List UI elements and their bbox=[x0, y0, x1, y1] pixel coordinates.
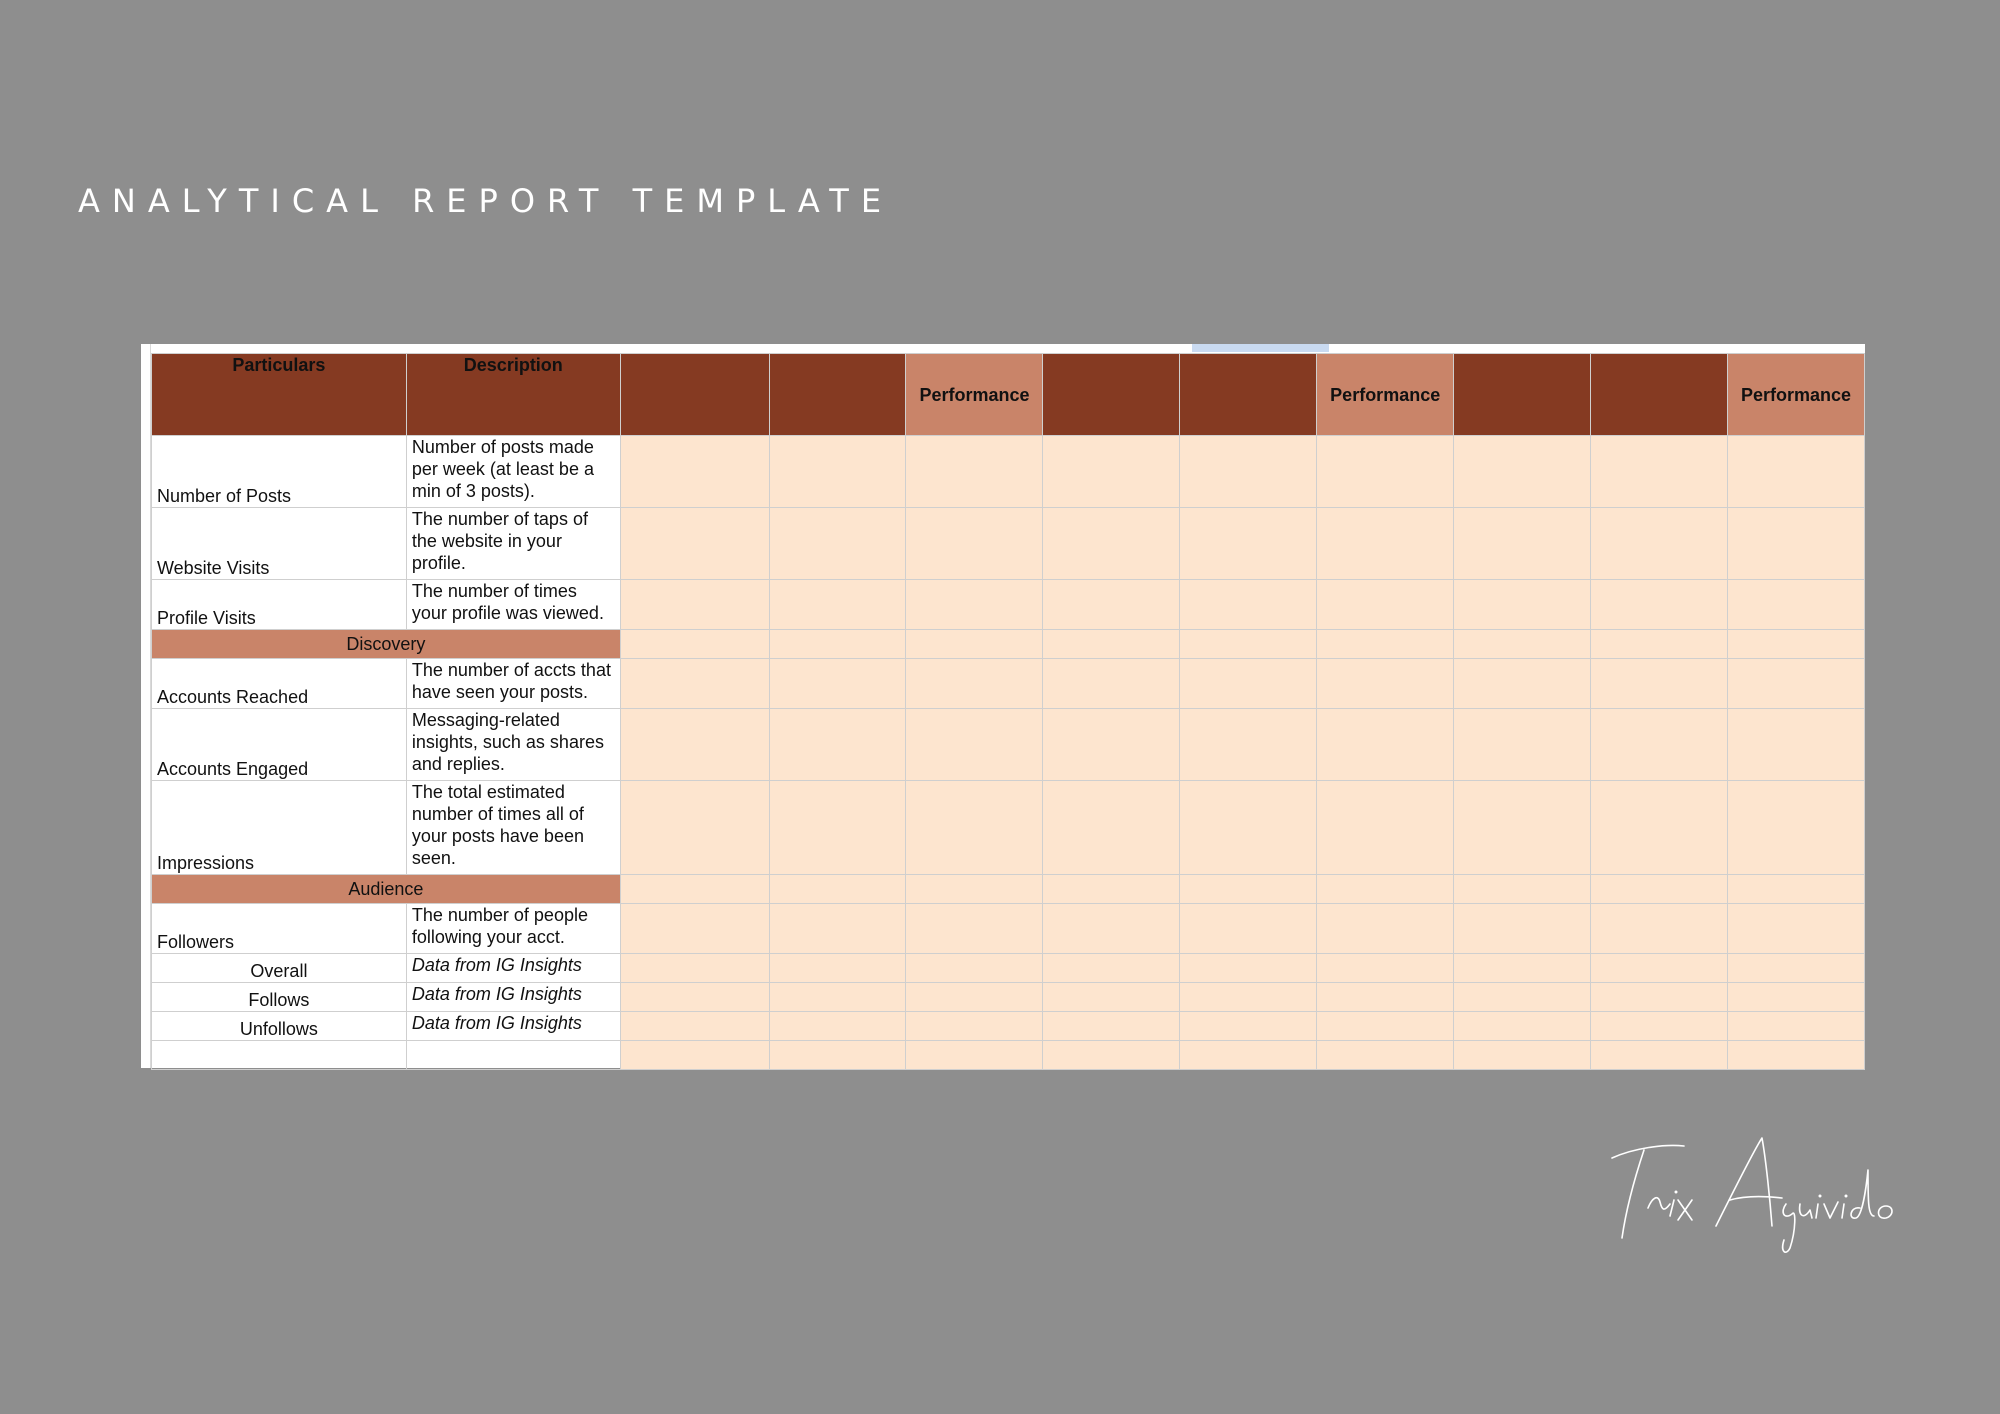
data-cell[interactable] bbox=[769, 508, 906, 580]
data-cell[interactable] bbox=[1591, 983, 1728, 1012]
data-cell[interactable] bbox=[1043, 630, 1180, 659]
data-cell[interactable] bbox=[1454, 904, 1591, 954]
signature bbox=[1604, 1130, 1924, 1260]
data-cell[interactable] bbox=[1317, 508, 1454, 580]
data-cell[interactable] bbox=[620, 580, 769, 630]
data-cell[interactable] bbox=[1317, 875, 1454, 904]
data-cell[interactable] bbox=[1454, 508, 1591, 580]
data-cell[interactable] bbox=[620, 954, 769, 983]
table-row bbox=[152, 1041, 1865, 1070]
data-cell[interactable] bbox=[906, 659, 1043, 709]
data-cell[interactable] bbox=[620, 904, 769, 954]
data-cell[interactable] bbox=[1454, 875, 1591, 904]
data-cell[interactable] bbox=[1317, 1012, 1454, 1041]
data-cell[interactable] bbox=[620, 875, 769, 904]
period-header-3[interactable] bbox=[1043, 354, 1180, 436]
data-cell[interactable] bbox=[620, 1041, 769, 1070]
period-header-1[interactable] bbox=[620, 354, 769, 436]
data-cell[interactable] bbox=[1591, 1012, 1728, 1041]
table-row bbox=[152, 875, 1865, 904]
particular-cell[interactable] bbox=[152, 1041, 407, 1070]
data-cell[interactable] bbox=[906, 508, 1043, 580]
data-cell[interactable] bbox=[1727, 781, 1864, 875]
particular-cell[interactable]: Overall bbox=[152, 954, 407, 983]
data-cell[interactable] bbox=[1454, 659, 1591, 709]
data-cell[interactable] bbox=[1043, 983, 1180, 1012]
data-cell[interactable] bbox=[906, 580, 1043, 630]
data-cell[interactable] bbox=[769, 781, 906, 875]
data-cell[interactable] bbox=[1591, 659, 1728, 709]
data-cell[interactable] bbox=[1043, 1012, 1180, 1041]
particular-cell[interactable]: Impressions bbox=[152, 781, 407, 875]
data-cell[interactable] bbox=[620, 1012, 769, 1041]
particular-cell[interactable]: Number of Posts bbox=[152, 436, 407, 508]
data-cell[interactable] bbox=[906, 983, 1043, 1012]
particular-cell[interactable]: Website Visits bbox=[152, 508, 407, 580]
section-label[interactable]: Discovery bbox=[152, 630, 621, 659]
data-cell[interactable] bbox=[1180, 1041, 1317, 1070]
data-cell[interactable] bbox=[1454, 580, 1591, 630]
data-cell[interactable] bbox=[1727, 904, 1864, 954]
data-cell[interactable] bbox=[1454, 781, 1591, 875]
data-cell[interactable] bbox=[769, 659, 906, 709]
table-row bbox=[152, 781, 1865, 875]
table-row bbox=[152, 630, 1865, 659]
data-cell[interactable] bbox=[1043, 875, 1180, 904]
data-cell[interactable] bbox=[1180, 1012, 1317, 1041]
table-row bbox=[152, 983, 1865, 1012]
data-cell[interactable] bbox=[906, 875, 1043, 904]
data-cell[interactable] bbox=[1591, 508, 1728, 580]
data-cell[interactable] bbox=[1727, 630, 1864, 659]
data-cell[interactable] bbox=[1180, 436, 1317, 508]
data-cell[interactable] bbox=[1727, 1041, 1864, 1070]
description-cell[interactable]: Data from IG Insights bbox=[406, 1012, 620, 1041]
data-cell[interactable] bbox=[906, 954, 1043, 983]
data-cell[interactable] bbox=[906, 630, 1043, 659]
data-cell[interactable] bbox=[620, 983, 769, 1012]
data-cell[interactable] bbox=[1317, 781, 1454, 875]
data-cell[interactable] bbox=[1180, 508, 1317, 580]
data-cell[interactable] bbox=[1317, 983, 1454, 1012]
data-cell[interactable] bbox=[620, 508, 769, 580]
data-cell[interactable] bbox=[1727, 954, 1864, 983]
data-cell[interactable] bbox=[1317, 630, 1454, 659]
data-cell[interactable] bbox=[1043, 709, 1180, 781]
period-header-6[interactable] bbox=[1591, 354, 1728, 436]
data-cell[interactable] bbox=[1317, 1041, 1454, 1070]
description-cell[interactable]: Data from IG Insights bbox=[406, 954, 620, 983]
data-cell[interactable] bbox=[769, 875, 906, 904]
period-header-4[interactable] bbox=[1180, 354, 1317, 436]
period-header-2[interactable] bbox=[769, 354, 906, 436]
data-cell[interactable] bbox=[1591, 904, 1728, 954]
data-cell[interactable] bbox=[1317, 954, 1454, 983]
data-cell[interactable] bbox=[1043, 904, 1180, 954]
description-cell[interactable]: Number of posts made per week (at least be a min of 3 posts). bbox=[406, 436, 620, 508]
data-cell[interactable] bbox=[1591, 954, 1728, 983]
data-cell[interactable] bbox=[906, 709, 1043, 781]
header-row bbox=[152, 354, 1865, 436]
data-cell[interactable] bbox=[769, 904, 906, 954]
data-cell[interactable] bbox=[1591, 781, 1728, 875]
data-cell[interactable] bbox=[1180, 659, 1317, 709]
performance-header-3[interactable]: Performance bbox=[1727, 354, 1864, 436]
data-cell[interactable] bbox=[1180, 983, 1317, 1012]
data-cell[interactable] bbox=[1591, 709, 1728, 781]
data-cell[interactable] bbox=[1317, 659, 1454, 709]
data-cell[interactable] bbox=[1317, 436, 1454, 508]
data-cell[interactable] bbox=[769, 983, 906, 1012]
data-cell[interactable] bbox=[1727, 436, 1864, 508]
data-cell[interactable] bbox=[1591, 1041, 1728, 1070]
data-cell[interactable] bbox=[906, 1041, 1043, 1070]
description-cell[interactable]: The number of times your profile was viewed. bbox=[406, 580, 620, 630]
data-cell[interactable] bbox=[620, 436, 769, 508]
data-cell[interactable] bbox=[906, 436, 1043, 508]
data-cell[interactable] bbox=[1043, 659, 1180, 709]
data-cell[interactable] bbox=[1591, 875, 1728, 904]
table-row bbox=[152, 709, 1865, 781]
data-cell[interactable] bbox=[1591, 630, 1728, 659]
data-cell[interactable] bbox=[1180, 580, 1317, 630]
data-cell[interactable] bbox=[1317, 904, 1454, 954]
data-cell[interactable] bbox=[1180, 875, 1317, 904]
section-label[interactable]: Audience bbox=[152, 875, 621, 904]
data-cell[interactable] bbox=[769, 1012, 906, 1041]
data-cell[interactable] bbox=[1591, 580, 1728, 630]
table-row bbox=[152, 954, 1865, 983]
data-cell[interactable] bbox=[1727, 580, 1864, 630]
data-cell[interactable] bbox=[1454, 709, 1591, 781]
data-cell[interactable] bbox=[1317, 580, 1454, 630]
data-cell[interactable] bbox=[1727, 1012, 1864, 1041]
performance-header-1[interactable]: Performance bbox=[906, 354, 1043, 436]
data-cell[interactable] bbox=[1180, 904, 1317, 954]
data-cell[interactable] bbox=[1454, 630, 1591, 659]
particular-cell[interactable]: Accounts Engaged bbox=[152, 709, 407, 781]
table-row bbox=[152, 508, 1865, 580]
data-cell[interactable] bbox=[906, 1012, 1043, 1041]
data-cell[interactable] bbox=[769, 1041, 906, 1070]
data-cell[interactable] bbox=[620, 709, 769, 781]
performance-header-2[interactable]: Performance bbox=[1317, 354, 1454, 436]
table-row bbox=[152, 904, 1865, 954]
particular-cell[interactable]: Unfollows bbox=[152, 1012, 407, 1041]
description-header[interactable]: Description bbox=[406, 354, 620, 436]
period-header-5[interactable] bbox=[1454, 354, 1591, 436]
data-cell[interactable] bbox=[1727, 709, 1864, 781]
data-cell[interactable] bbox=[769, 580, 906, 630]
data-cell[interactable] bbox=[1591, 436, 1728, 508]
data-cell[interactable] bbox=[1727, 659, 1864, 709]
table-row bbox=[152, 1012, 1865, 1041]
data-cell[interactable] bbox=[1043, 1041, 1180, 1070]
data-cell[interactable] bbox=[1043, 580, 1180, 630]
data-cell[interactable] bbox=[1180, 709, 1317, 781]
data-cell[interactable] bbox=[1043, 508, 1180, 580]
table-body bbox=[152, 436, 1865, 1070]
data-cell[interactable] bbox=[1727, 508, 1864, 580]
row-header-strip bbox=[141, 344, 151, 1068]
data-cell[interactable] bbox=[906, 904, 1043, 954]
table-row bbox=[152, 659, 1865, 709]
particulars-header[interactable]: Particulars bbox=[152, 354, 407, 436]
particular-cell[interactable]: Follows bbox=[152, 983, 407, 1012]
data-cell[interactable] bbox=[769, 630, 906, 659]
data-cell[interactable] bbox=[1727, 875, 1864, 904]
selected-column-indicator bbox=[1192, 344, 1329, 352]
particular-cell[interactable]: Profile Visits bbox=[152, 580, 407, 630]
data-cell[interactable] bbox=[1043, 954, 1180, 983]
data-cell[interactable] bbox=[906, 781, 1043, 875]
data-cell[interactable] bbox=[1454, 436, 1591, 508]
data-cell[interactable] bbox=[1180, 630, 1317, 659]
data-cell[interactable] bbox=[1454, 954, 1591, 983]
report-table bbox=[151, 353, 1865, 1070]
page-title: ANALYTICAL REPORT TEMPLATE bbox=[78, 182, 894, 220]
description-cell[interactable]: The total estimated number of times all of your posts have been seen. bbox=[406, 781, 620, 875]
description-cell[interactable]: The number of people following your acct. bbox=[406, 904, 620, 954]
data-cell[interactable] bbox=[1727, 983, 1864, 1012]
data-cell[interactable] bbox=[1180, 954, 1317, 983]
data-cell[interactable] bbox=[620, 781, 769, 875]
data-cell[interactable] bbox=[1317, 709, 1454, 781]
data-cell[interactable] bbox=[1454, 1041, 1591, 1070]
data-cell[interactable] bbox=[1454, 983, 1591, 1012]
data-cell[interactable] bbox=[620, 659, 769, 709]
data-cell[interactable] bbox=[769, 954, 906, 983]
particular-cell[interactable]: Accounts Reached bbox=[152, 659, 407, 709]
data-cell[interactable] bbox=[1454, 1012, 1591, 1041]
data-cell[interactable] bbox=[1043, 781, 1180, 875]
table-row bbox=[152, 580, 1865, 630]
data-cell[interactable] bbox=[1043, 436, 1180, 508]
table-row bbox=[152, 436, 1865, 508]
data-cell[interactable] bbox=[769, 436, 906, 508]
description-cell[interactable]: The number of taps of the website in your profile. bbox=[406, 508, 620, 580]
description-cell[interactable]: Messaging-related insights, such as shares and replies. bbox=[406, 709, 620, 781]
description-cell[interactable] bbox=[406, 1041, 620, 1070]
data-cell[interactable] bbox=[769, 709, 906, 781]
spreadsheet bbox=[141, 344, 1865, 1068]
data-cell[interactable] bbox=[1180, 781, 1317, 875]
description-cell[interactable]: Data from IG Insights bbox=[406, 983, 620, 1012]
data-cell[interactable] bbox=[620, 630, 769, 659]
particular-cell[interactable]: Followers bbox=[152, 904, 407, 954]
description-cell[interactable]: The number of accts that have seen your posts. bbox=[406, 659, 620, 709]
